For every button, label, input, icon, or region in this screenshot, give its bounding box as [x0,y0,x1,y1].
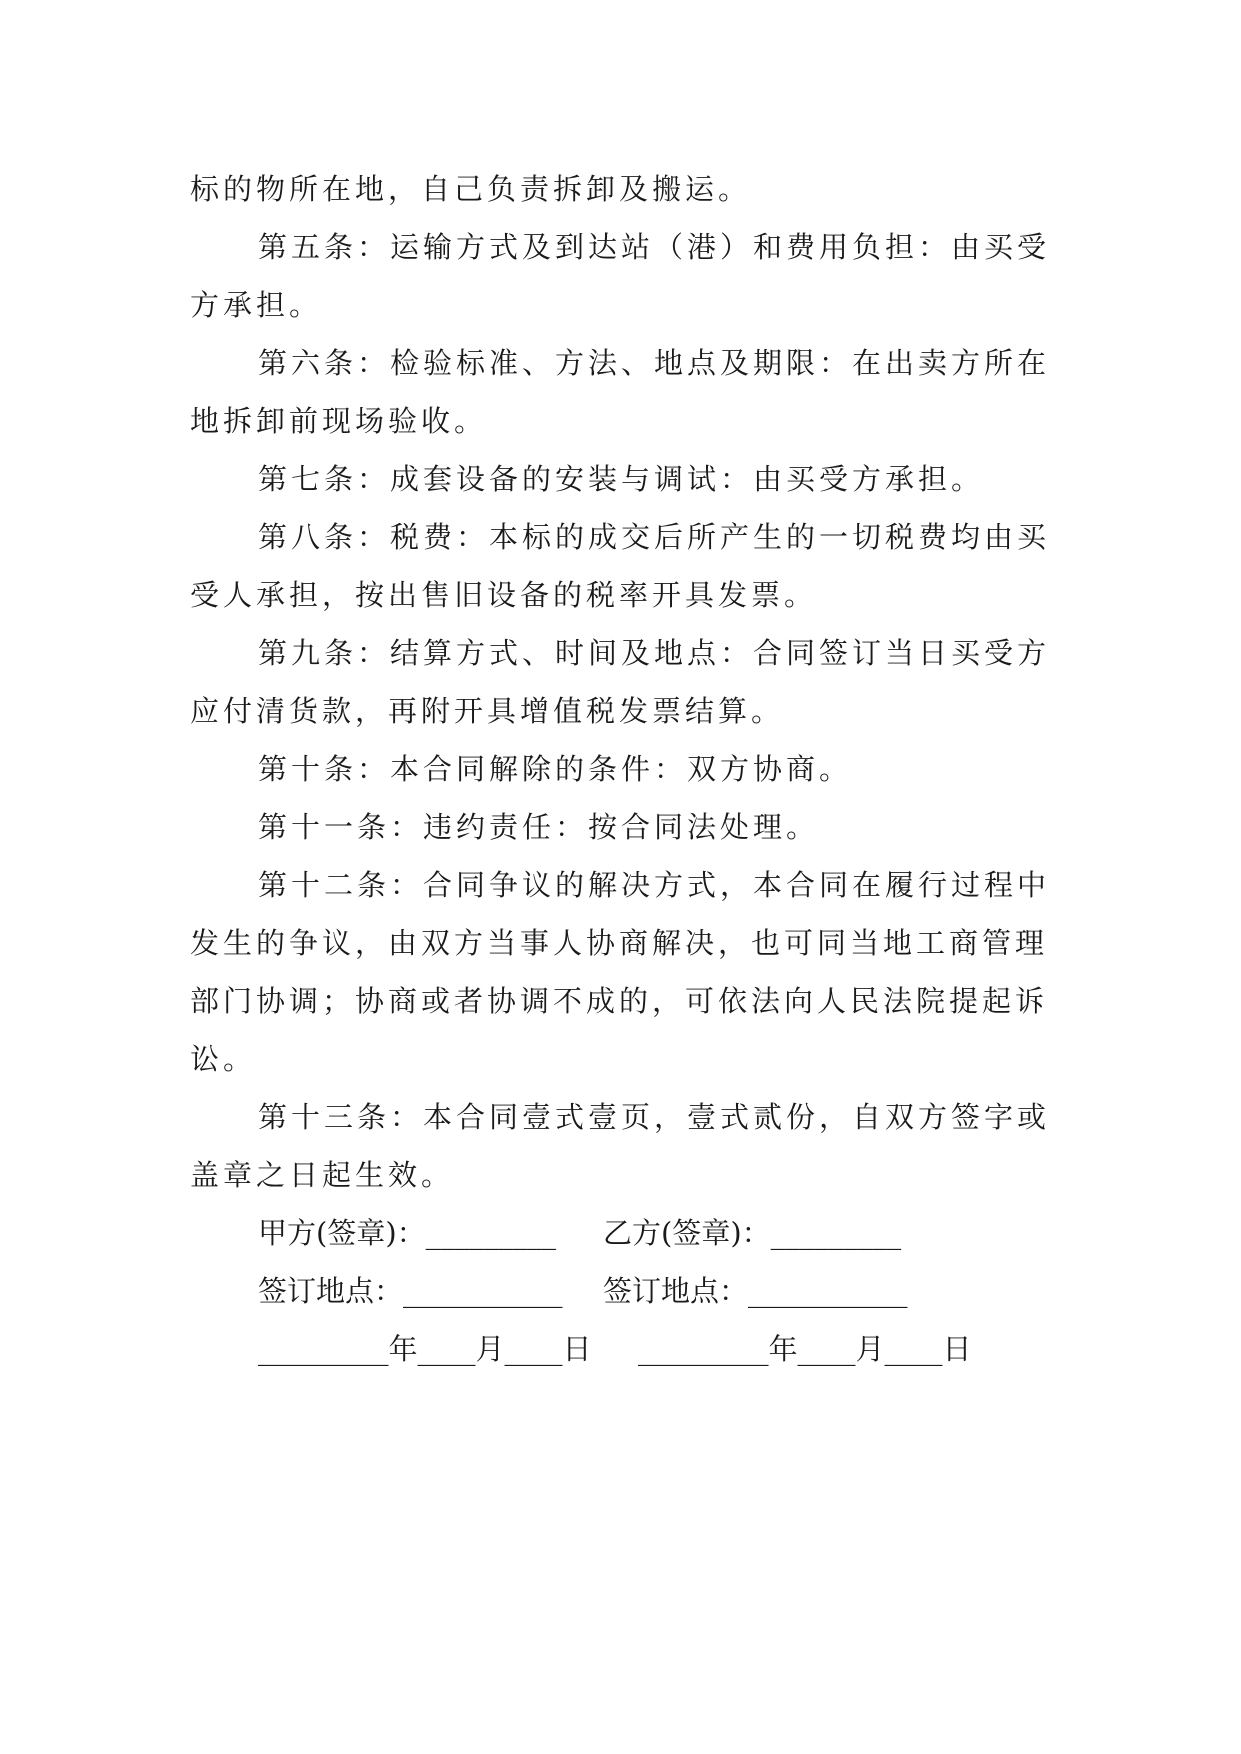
party-a-signature: 甲方(签章)：_________ [258,1216,557,1250]
paragraph-line: 第七条：成套设备的安装与调试：由买受方承担。 [258,462,985,496]
signing-place-row [190,1262,1050,1320]
paragraph-line: 应付清货款，再附开具增值税发票结算。 [190,694,785,728]
paragraph-line: 第五条：运输方式及到达站（港）和费用负担：由买受 [258,230,1051,264]
paragraph-line: 第十三条：本合同壹式壹页，壹式贰份，自双方签字或 [258,1100,1051,1134]
paragraph-line: 讼。 [190,1042,257,1076]
paragraph-line: 第六条：检验标准、方法、地点及期限：在出卖方所在 [258,346,1051,380]
date-b: _________年____月____日 [638,1332,972,1366]
date-a: _________年____月____日 [258,1332,592,1366]
paragraph-line: 第十一条：违约责任：按合同法处理。 [258,810,820,844]
paragraph-line: 第八条：税费：本标的成交后所产生的一切税费均由买 [258,520,1051,554]
paragraph-line: 第十二条：合同争议的解决方式，本合同在履行过程中 [258,868,1051,902]
paragraph-line: 发生的争议，由双方当事人协商解决，也可同当地工商管理 [190,926,1049,960]
date-row [190,1320,1050,1378]
paragraph-line: 盖章之日起生效。 [190,1158,455,1192]
paragraph-line: 第十条：本合同解除的条件：双方协商。 [258,752,853,786]
paragraph-line: 标的物所在地，自己负责拆卸及搬运。 [190,172,752,206]
paragraph-line: 地拆卸前现场验收。 [190,404,488,438]
signing-place-b: 签订地点：___________ [603,1274,908,1308]
paragraph-line: 第九条：结算方式、时间及地点：合同签订当日买受方 [258,636,1051,670]
paragraph-line: 方承担。 [190,288,323,322]
signing-place-a: 签订地点：___________ [258,1274,563,1308]
signature-row [190,1204,1050,1262]
contract-body [190,160,1050,1378]
paragraph-line: 受人承担，按出售旧设备的税率开具发票。 [190,578,818,612]
paragraph-line: 部门协调；协商或者协调不成的，可依法向人民法院提起诉 [190,984,1049,1018]
party-b-signature: 乙方(签章)：_________ [603,1216,902,1250]
